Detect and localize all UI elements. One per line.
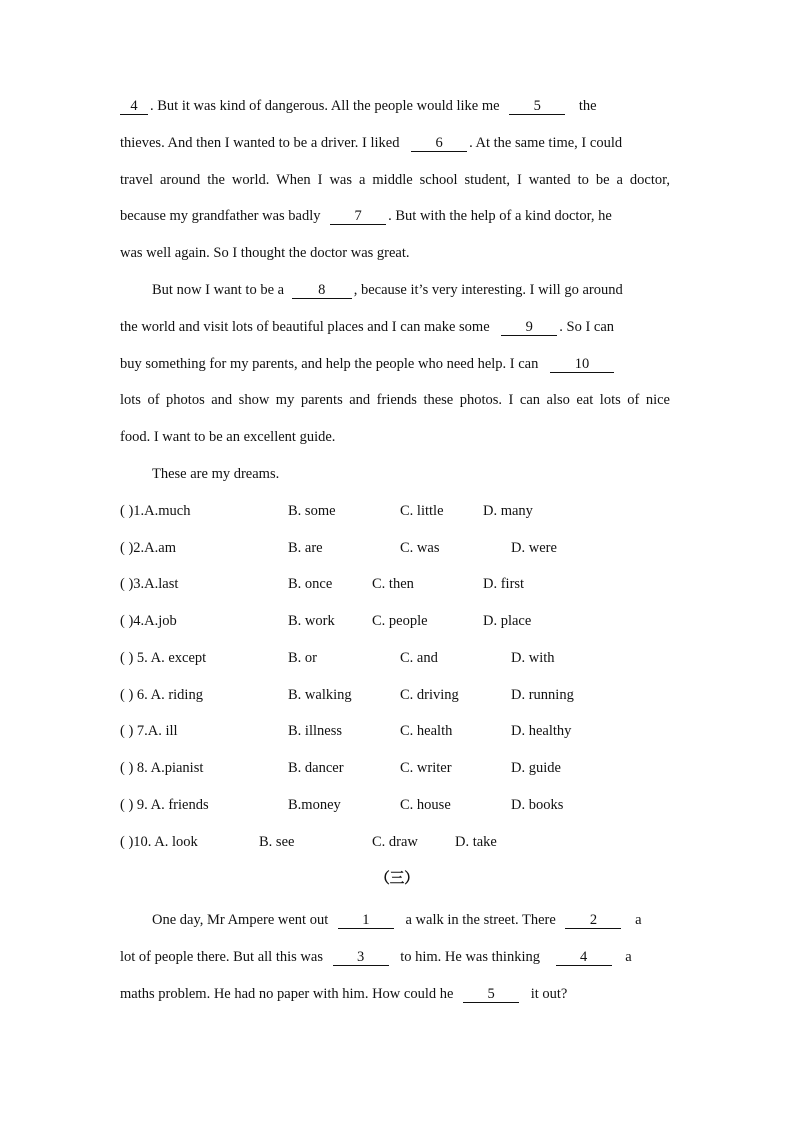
option-row-1 [120, 501, 680, 521]
option-row-7 [120, 721, 680, 741]
option-c[interactable]: C. and [400, 650, 438, 666]
passage-text: One day, Mr Ampere went out [152, 912, 329, 928]
passage2-line-9: lots of photos and show my parents and friends these photos. I can also eat lots of nice [120, 392, 670, 408]
passage-text: it out? [530, 986, 568, 1002]
passage-text: , because it’s very interesting. I will go around [353, 282, 623, 298]
option-question[interactable]: ( )2.A.am [120, 540, 176, 556]
option-c[interactable]: C. was [400, 540, 440, 556]
option-c[interactable]: C. house [400, 797, 451, 813]
option-question[interactable]: ( ) 7.A. ill [120, 723, 178, 739]
option-d[interactable]: D. take [455, 834, 497, 850]
option-d[interactable]: D. with [511, 650, 555, 666]
option-d[interactable]: D. running [511, 687, 574, 703]
passage-text: . But with the help of a kind doctor, he [388, 208, 612, 224]
passage-text: a [635, 912, 642, 928]
option-question[interactable]: ( ) 5. A. except [120, 650, 207, 666]
option-b[interactable]: B. or [288, 650, 317, 666]
passage-text: the world and visit lots of beautiful places and I can make some [120, 319, 490, 335]
option-c[interactable]: C. writer [400, 760, 452, 776]
option-b[interactable]: B. walking [288, 687, 352, 703]
passage2-line-4 [120, 206, 612, 226]
passage-text: a walk in the street. There [405, 912, 556, 928]
passage-text: to him. He was thinking [400, 949, 540, 965]
option-question[interactable]: ( )10. A. look [120, 834, 198, 850]
passage2-line-5: was well again. So I thought the doctor was great. [120, 245, 410, 261]
option-b[interactable]: B. some [288, 503, 336, 519]
option-question[interactable]: ( )1.A.much [120, 503, 191, 519]
passage2-line-1 [120, 96, 597, 116]
passage3-line-1 [152, 910, 642, 930]
blank-3[interactable]: 3 [333, 949, 389, 966]
passage-text: buy something for my parents, and help the people who need help. I can [120, 356, 539, 372]
passage-text: thieves. And then I wanted to be a driver. I liked [120, 135, 400, 151]
passage2-line-6 [152, 280, 623, 300]
option-c[interactable]: C. then [372, 576, 414, 592]
option-c[interactable]: C. little [400, 503, 444, 519]
option-question[interactable]: ( ) 9. A. friends [120, 797, 209, 813]
blank-5[interactable]: 5 [509, 98, 565, 115]
option-row-9 [120, 795, 680, 815]
passage-text: . At the same time, I could [469, 135, 623, 151]
option-question[interactable]: ( )3.A.last [120, 576, 179, 592]
section-heading: （三） [375, 871, 419, 887]
blank-6[interactable]: 6 [411, 135, 467, 152]
option-b[interactable]: B. see [259, 834, 295, 850]
option-b[interactable]: B.money [288, 797, 341, 813]
passage2-line-10: food. I want to be an excellent guide. [120, 429, 336, 445]
option-d[interactable]: D. books [511, 797, 564, 813]
passage2-line-2 [120, 133, 622, 153]
passage2-line-8 [120, 354, 616, 374]
blank-2[interactable]: 2 [565, 912, 621, 929]
passage-text: a [625, 949, 632, 965]
option-d[interactable]: D. were [511, 540, 557, 556]
blank-7[interactable]: 7 [330, 208, 386, 225]
option-d[interactable]: D. place [483, 613, 532, 629]
passage2-line-11: These are my dreams. [152, 466, 280, 482]
passage2-line-3: travel around the world. When I was a middle school student, I wanted to be a doctor, [120, 172, 670, 188]
passage-text: . But it was kind of dangerous. All the people would like me [150, 98, 500, 114]
option-b[interactable]: B. once [288, 576, 333, 592]
option-row-10 [120, 832, 680, 852]
option-question[interactable]: ( )4.A.job [120, 613, 177, 629]
option-b[interactable]: B. work [288, 613, 335, 629]
passage-text: maths problem. He had no paper with him. How could he [120, 986, 454, 1002]
option-c[interactable]: C. driving [400, 687, 459, 703]
option-c[interactable]: C. people [372, 613, 428, 629]
option-d[interactable]: D. many [483, 503, 533, 519]
option-question[interactable]: ( ) 8. A.pianist [120, 760, 204, 776]
passage-text: because my grandfather was badly [120, 208, 321, 224]
passage-text: lot of people there. But all this was [120, 949, 323, 965]
option-row-3 [120, 574, 680, 594]
blank-5b[interactable]: 5 [463, 986, 519, 1003]
option-d[interactable]: D. first [483, 576, 525, 592]
option-row-5 [120, 648, 680, 668]
option-row-4 [120, 611, 680, 631]
passage3-line-3 [120, 984, 567, 1004]
option-question[interactable]: ( ) 6. A. riding [120, 687, 203, 703]
passage-text: . So I can [559, 319, 615, 335]
option-b[interactable]: B. are [288, 540, 323, 556]
passage-text: the [578, 98, 597, 114]
blank-1[interactable]: 1 [338, 912, 394, 929]
blank-10[interactable]: 10 [550, 356, 614, 373]
passage2-line-7 [120, 317, 614, 337]
passage-text: But now I want to be a [152, 282, 285, 298]
option-c[interactable]: C. draw [372, 834, 418, 850]
option-b[interactable]: B. dancer [288, 760, 344, 776]
option-row-2 [120, 538, 680, 558]
blank-8[interactable]: 8 [292, 282, 352, 299]
blank-4b[interactable]: 4 [556, 949, 612, 966]
blank-4[interactable]: 4 [120, 98, 148, 115]
option-row-6 [120, 685, 680, 705]
passage3-line-2 [120, 947, 632, 967]
option-d[interactable]: D. guide [511, 760, 561, 776]
option-b[interactable]: B. illness [288, 723, 342, 739]
blank-9[interactable]: 9 [501, 319, 557, 336]
option-row-8 [120, 758, 680, 778]
option-c[interactable]: C. health [400, 723, 453, 739]
option-d[interactable]: D. healthy [511, 723, 572, 739]
